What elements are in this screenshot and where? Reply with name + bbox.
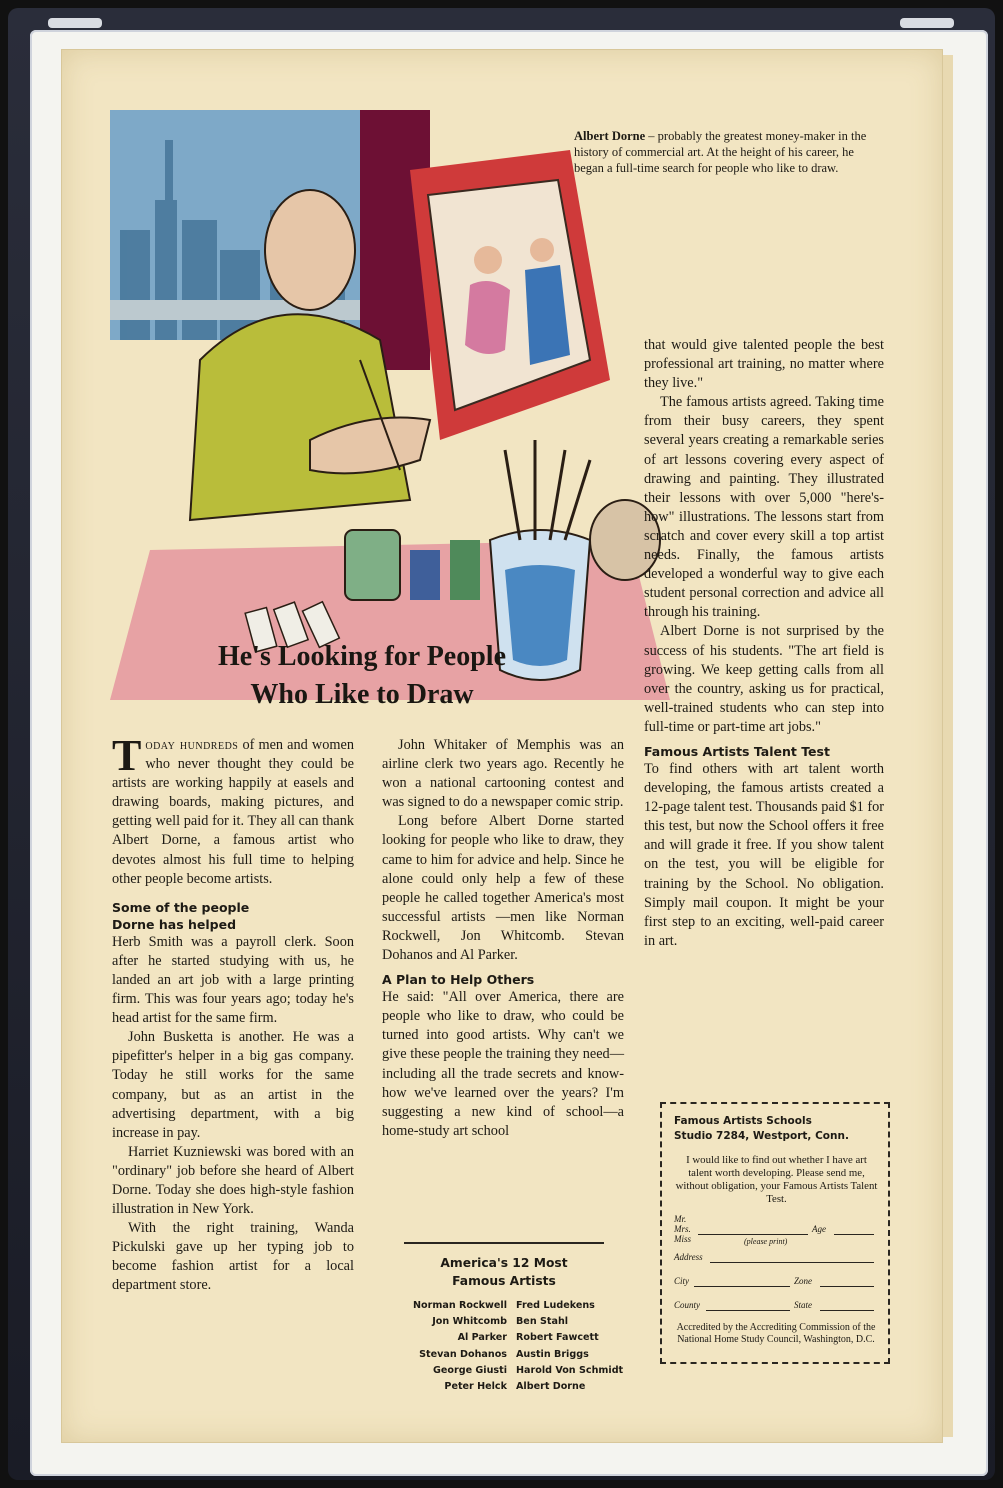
article-column-2 (382, 736, 624, 1141)
paragraph: With the right training, Wanda Pickulski gave up her typing job to become fashion artist for a local department store. (112, 1220, 354, 1294)
section-heading: A Plan to Help Others (382, 972, 535, 988)
paragraph: He said: "All over America, there are people who like to draw, who could be turned into good artists. Why can't we give these people the training they need—including all the trade secrets and know-how we've learned over the years? I'm suggesting a new kind of school—a home-study art school (382, 989, 624, 1139)
paragraph: Harriet Kuzniewski was bored with an "ordinary" job before she heard of Albert Dorne. Today she does high-style fashion illustration in New York. (112, 1143, 354, 1218)
caption-text: – probably the greatest money-maker in the history of commercial art. At the height of his career, he began a full-time search for people who like to draw. (574, 129, 867, 175)
label-age: Age (812, 1224, 826, 1234)
artist-name: Al Parker (457, 1332, 507, 1344)
paragraph: Herb Smith was a payroll clerk. Soon after he started studying with us, he landed an art job with a large printing firm. This was four years ago; today he's head artist for the same firm. (112, 933, 354, 1027)
address-field[interactable] (710, 1262, 874, 1263)
coupon-school: Famous Artists Schools (674, 1115, 812, 1127)
caption-name: Albert Dorne (574, 129, 646, 143)
article-column-3 (644, 336, 884, 951)
accreditation-note: Accredited by the Accrediting Commission of the National Home Study Council, Washington, D.C. (676, 1322, 876, 1345)
artist-name: George Giusti (433, 1364, 507, 1376)
paragraph: The famous artists agreed. Taking time from their busy careers, they spent several years creating a remarkable series of art lessons covering every aspect of drawing and painting. They illustrated their lessons with over 5,000 "here's-how" illustrations. The lessons start from scratch and cover every skill a top artist needs. Finally, the famous artists developed a wonderful way to give each student personal correction and advice all through his training. (644, 394, 884, 621)
label-mr: Mr. (674, 1214, 687, 1224)
artist-name: Stevan Dohanos (419, 1348, 507, 1360)
artist-name: Albert Dorne (516, 1381, 586, 1393)
paragraph: Long before Albert Dorne started looking for people who like to draw, they came to him for advice and help. Since he alone could only help a few of these people he called together America's most successful artists —men like Norman Rockwell, Jon Whitcomb. Stevan Dohanos and Al Parker. (382, 813, 624, 964)
county-field[interactable] (706, 1310, 790, 1311)
paragraph: John Whitaker of Memphis was an airline clerk two years ago. Recently he won a national cartooning contest and was signed to do a newspaper comic strip. (382, 737, 624, 811)
coupon-header (674, 1114, 849, 1144)
artist-name: Peter Helck (444, 1381, 507, 1393)
section-heading: Dorne has helped (112, 916, 237, 932)
artist-name: Jon Whitcomb (432, 1316, 507, 1328)
label-address: Address (674, 1252, 703, 1262)
slab-tab (900, 18, 954, 28)
mail-coupon[interactable] (660, 1102, 890, 1364)
label-mrs: Mrs. (674, 1224, 691, 1234)
section-heading: Some of the people (112, 899, 250, 915)
article-column-1 (112, 731, 354, 1296)
zone-field[interactable] (820, 1286, 874, 1287)
artist-name: Ben Stahl (516, 1316, 569, 1328)
divider (404, 1242, 604, 1244)
headline-line2: Who Like to Draw (250, 679, 474, 710)
intro-paragraph (112, 731, 354, 889)
albert-dorne-illustration (110, 110, 700, 700)
label-city: City (674, 1276, 689, 1286)
label-zone: Zone (794, 1276, 812, 1286)
famous-artists-title: Famous Artists (452, 1274, 556, 1288)
artist-name: Harold Von Schmidt (516, 1364, 624, 1376)
famous-artists-list (380, 1298, 624, 1395)
label-county: County (674, 1300, 700, 1310)
paragraph: that would give talented people the best professional art training, no matter where they live." (644, 337, 884, 392)
lead-smallcaps: oday hundreds (145, 737, 239, 753)
artist-name: Fred Ludekens (516, 1300, 595, 1311)
artist-name: Norman Rockwell (413, 1300, 507, 1311)
headline (142, 638, 582, 714)
label-state: State (794, 1300, 812, 1310)
age-field[interactable] (834, 1234, 874, 1235)
artist-name: Robert Fawcett (516, 1332, 599, 1344)
section-heading: Famous Artists Talent Test (644, 743, 830, 759)
artist-name: Austin Briggs (516, 1348, 589, 1360)
name-field[interactable] (698, 1234, 808, 1235)
comic-back-cover-page (62, 50, 942, 1442)
famous-artists-title: America's 12 Most (440, 1256, 568, 1270)
paragraph: To find others with art talent worth developing, the famous artists created a 12-page talent test. Thousands paid $1 for this test, but now the School offers it free and will grade it free. If you show talent on the test, you will be eligible for training by the School. No obligation. Simply mail coupon. It might be your first step to an exciting, well-paid career in art. (644, 760, 884, 949)
headline-line1: He's Looking for People (217, 641, 507, 672)
coupon-body: I would like to find out whether I have art talent worth developing. Please send me, without obligation, your Famous Artists Talent Test. (675, 1154, 878, 1205)
label-miss: Miss (674, 1234, 692, 1244)
famous-artists-box (380, 1242, 628, 1395)
drop-cap: T (112, 731, 142, 780)
paragraph: Albert Dorne is not surprised by the success of his students. "The art field is growing. We keep getting calls from all over the country, asking us for practical, well-trained students who can step into full-time or part-time art jobs." (644, 623, 884, 735)
intro-text: of men and women who never thought they could be artists are working happily at easels and drawing boards, making pictures, and getting well paid for it. They all can thank Albert Dorne, a famous artist who devotes almost his full time to helping other people become artists. (112, 737, 354, 887)
city-field[interactable] (694, 1286, 790, 1287)
caption (574, 128, 874, 176)
state-field[interactable] (820, 1310, 874, 1311)
coupon-studio: Studio 7284, Westport, Conn. (674, 1130, 849, 1142)
paragraph: John Busketta is another. He was a pipefitter's helper in a big gas company. Today he still works for the same company, but as an artist in the advertising department, with a big increase in pay. (112, 1029, 354, 1141)
slab-tab (48, 18, 102, 28)
label-please-print: (please print) (744, 1237, 788, 1246)
